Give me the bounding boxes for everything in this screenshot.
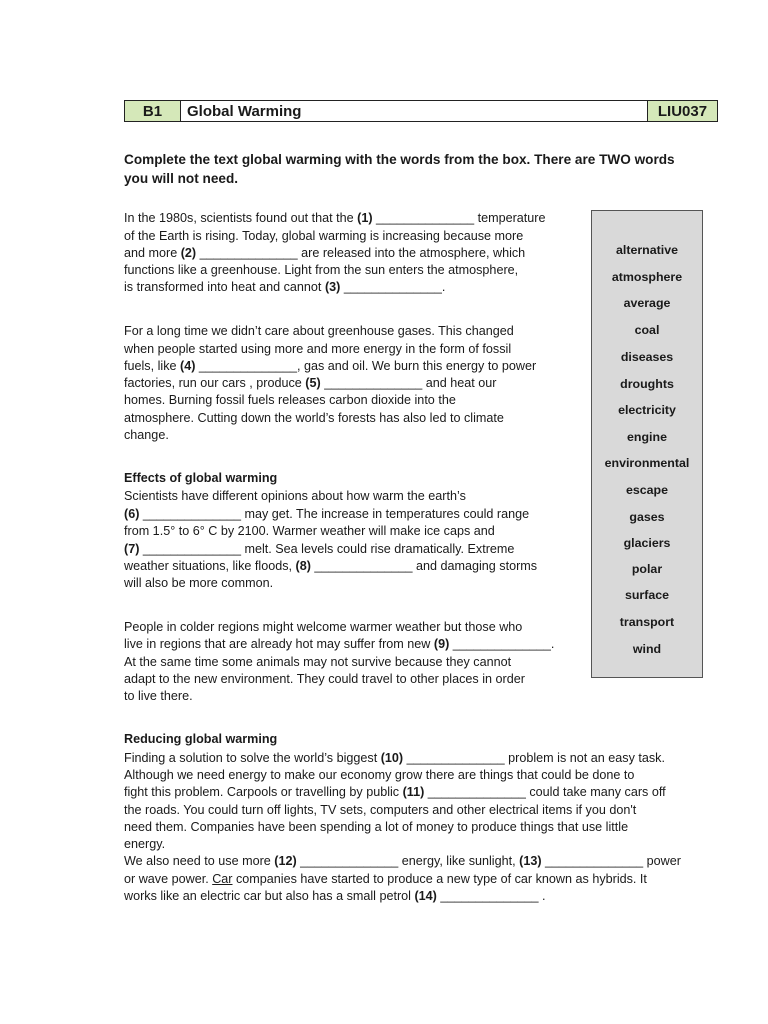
text-line: In the 1980s, scientists found out that the (1) ______________ temperature xyxy=(124,211,546,225)
word-box-item: alternative xyxy=(616,243,678,257)
gap-number: (12) xyxy=(274,854,297,868)
gap-number: (4) xyxy=(180,359,196,373)
word-box-item: average xyxy=(623,296,671,310)
text-line: when people started using more and more energy in the form of fossil xyxy=(124,342,512,356)
text-line: is transformed into heat and cannot (3) ______________. xyxy=(124,280,446,294)
level-label: B1 xyxy=(125,101,181,121)
gap-number: (2) xyxy=(180,246,197,260)
text-line: atmosphere. Cutting down the world’s forests has also led to climate xyxy=(124,411,504,425)
text-line: (6) ______________ may get. The increase in temperatures could range xyxy=(124,507,530,521)
text-line: (7) ______________ melt. Sea levels could rise dramatically. Extreme xyxy=(124,542,515,556)
text-line: live in regions that are already hot may suffer from new (9) ______________. xyxy=(124,637,555,651)
text-line: factories, run our cars , produce (5) ______________ and heat our xyxy=(124,376,497,390)
text-line: change. xyxy=(124,428,169,442)
text-line: adapt to the new environment. They could travel to other places in order xyxy=(124,672,525,686)
text-line: functions like a greenhouse. Light from the sun enters the atmosphere, xyxy=(124,263,519,277)
worksheet-header xyxy=(124,100,718,122)
text-line: We also need to use more (12) ______________ energy, like sunlight, (13) ______________ power xyxy=(124,854,681,868)
word-box-item: glaciers xyxy=(623,536,671,550)
text-line: Although we need energy to make our economy grow there are things that could be done to xyxy=(124,768,635,782)
section-heading: Effects of global warming xyxy=(124,471,278,485)
gap-number: (3) xyxy=(324,280,341,294)
text-line: works like an electric car but also has a small petrol (14) ______________ . xyxy=(124,889,546,903)
word-box-item: polar xyxy=(631,562,663,576)
text-line: will also be more common. xyxy=(124,576,274,590)
text-line: to live there. xyxy=(124,689,193,703)
gap-number: (11) xyxy=(402,785,425,799)
word-box-item: droughts xyxy=(620,377,674,391)
text-line: Scientists have different opinions about how warm the earth’s xyxy=(124,489,466,503)
word-box-item: atmosphere xyxy=(611,270,683,284)
word-box-item: coal xyxy=(634,323,660,337)
text-line: weather situations, like floods, (8) ______________ and damaging storms xyxy=(124,559,538,573)
text-line: People in colder regions might welcome warmer weather but those who xyxy=(124,620,523,634)
gap-number: (5) xyxy=(305,376,321,390)
section-heading: Reducing global warming xyxy=(124,732,278,746)
text-line: Finding a solution to solve the world’s biggest (10) ______________ problem is not an easy task. xyxy=(124,751,665,765)
gap-number: (7) xyxy=(124,542,140,556)
word-box-item: engine xyxy=(627,430,667,444)
gap-number: (9) xyxy=(433,637,450,651)
gap-number: (8) xyxy=(295,559,311,573)
text-line: from 1.5° to 6° C by 2100. Warmer weather will make ice caps and xyxy=(124,524,495,538)
word-box-item: gases xyxy=(629,510,665,524)
worksheet-code: LIU037 xyxy=(647,101,717,121)
gap-number: (10) xyxy=(380,751,404,765)
gap-number: (1) xyxy=(357,211,373,225)
gap-number: (6) xyxy=(124,507,140,521)
word-box-item: environmental xyxy=(604,456,690,470)
word-box xyxy=(591,210,703,678)
worksheet-title: Global Warming xyxy=(181,101,647,121)
word-box-item: wind xyxy=(632,642,662,656)
text-line: the roads. You could turn off lights, TV sets, computers and other electrical items if you don't xyxy=(124,803,637,817)
gap-number: (14) xyxy=(414,889,437,903)
word-box-item: electricity xyxy=(618,403,676,417)
text-line: need them. Companies have been spending a lot of money to produce things that use little xyxy=(124,820,629,834)
word-box-item: transport xyxy=(619,615,675,629)
word-box-item: diseases xyxy=(620,350,674,364)
text-line: fuels, like (4) ______________, gas and oil. We burn this energy to power xyxy=(124,359,537,373)
text-line: and more (2) ______________ are released into the atmosphere, which xyxy=(124,246,526,260)
text-line: energy. xyxy=(124,837,166,851)
gap-number: (13) xyxy=(519,854,542,868)
text-line: homes. Burning fossil fuels releases carbon dioxide into the xyxy=(124,393,456,407)
word-box-item: escape xyxy=(625,483,669,497)
instructions: Complete the text global warming with the words from the box. There are TWO words you will not need. xyxy=(124,152,675,186)
text-line: or wave power. Car companies have started to produce a new type of car known as hybrids. It xyxy=(124,872,647,886)
text-line: fight this problem. Carpools or travelling by public (11) ______________ could take many cars off xyxy=(124,785,666,799)
text-line: For a long time we didn’t care about greenhouse gases. This changed xyxy=(124,324,514,338)
word-box-item: surface xyxy=(624,588,670,602)
text-line: of the Earth is rising. Today, global warming is increasing because more xyxy=(124,229,524,243)
text-line: At the same time some animals may not survive because they cannot xyxy=(124,655,512,669)
